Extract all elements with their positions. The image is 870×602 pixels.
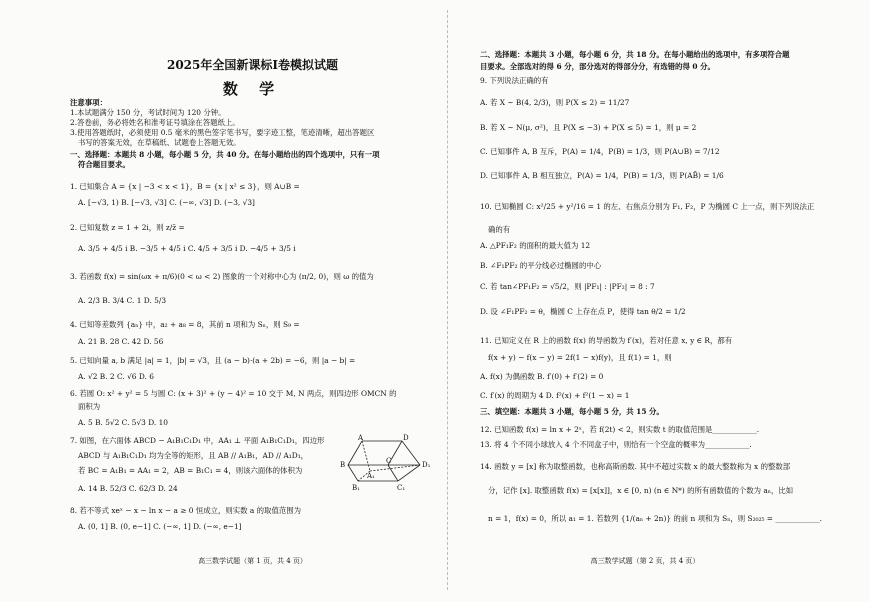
- question-8: 8. 若不等式 xeˣ − x − ln x − a ≥ 0 恒成立，则实数 a 的取值范围为: [70, 506, 302, 515]
- figure-edge: [348, 465, 420, 481]
- question-7-continued: 若 BC = A₁B₁ = AA₁ = 2，AB = B₁C₁ = 4，则该六面体的体积为: [78, 466, 303, 475]
- question-4-options: A. 21 B. 28 C. 42 D. 56: [78, 337, 164, 346]
- question-10-continued: 确的有: [488, 225, 511, 234]
- question-6: 6. 若圆 O: x² + y² = 5 与圆 C: (x + 3)² + (y − 4)² = 10 交于 M, N 两点，则四边形 OMCN 的: [70, 389, 397, 398]
- question-10-option: A. △PF₁F₂ 的面积的最大值为 12: [480, 241, 591, 250]
- question-3-options: A. 2/3 B. 3/4 C. 1 D. 5/3: [78, 296, 167, 305]
- notice-line: 书写的答案无效，在草稿纸、试题卷上答题无效。: [78, 138, 241, 147]
- section-heading: 目要求。全部选对的得 6 分，部分选对的得部分分，有选错的得 0 分。: [480, 62, 715, 71]
- exam-title: 2025年全国新课标Ⅰ卷模拟试题: [166, 58, 338, 72]
- section-heading: 三、填空题：本题共 3 小题，每小题 5 分，共 15 分。: [480, 407, 664, 416]
- notice-line: 1.本试题满分 150 分，考试时间为 120 分钟。: [70, 108, 226, 117]
- section-heading: 一、选择题：本题共 8 小题，每小题 5 分，共 40 分。在每小题给出的四个选项中，只有一项: [70, 150, 380, 159]
- question-1: 1. 已知集合 A = {x | −3 < x < 1}，B = {x | x² ≤ 3}，则 A∪B =: [70, 182, 300, 191]
- question-9-option: B. 若 X ~ N(μ, σ²)，且 P(X ≤ −3) + P(X ≤ 5) = 1，则 μ = 2: [480, 123, 697, 132]
- question-14-continued: n = 1，f(x) = 0，所以 a₁ = 1. 若数列 {1/(aₙ + 2n)} 的前 n 项和为 Sₙ，则 S₂₀₂₅ = ____________.: [488, 514, 823, 523]
- section-heading: 二、选择题：本题共 3 小题，每小题 6 分，共 18 分。在每小题给出的选项中，有多项符合题: [480, 50, 790, 59]
- question-3: 3. 若函数 f(x) = sin(ωx + π/6)(0 < ω < 2) 图象的一个对称中心为 (π/2, 0)，则 ω 的值为: [70, 272, 374, 281]
- question-6-continued: 面积为: [78, 402, 101, 411]
- question-9-option: D. 已知事件 A, B 相互独立，P(A) = 1/4，P(B) = 1/3，则 P(AB̄) = 1/6: [480, 171, 724, 180]
- right-page: [480, 0, 823, 602]
- question-5-options: A. √2 B. 2 C. √6 D. 6: [78, 372, 154, 381]
- hexahedron-figure: [340, 433, 435, 495]
- vertex-label: A: [358, 434, 364, 442]
- question-12: 12. 已知函数 f(x) = ln x + 2ˣ，若 f(2t) < 2，则实数 t 的取值范围是____________.: [480, 425, 760, 434]
- vertex-label: C: [386, 457, 392, 465]
- page-footer: 高三数学试题（第 2 页，共 4 页）: [590, 557, 700, 565]
- section-heading: 符合题目要求。: [78, 160, 130, 169]
- figure-edge: [362, 441, 370, 471]
- vertex-label: B: [340, 461, 346, 469]
- vertex-label: D: [403, 434, 409, 442]
- question-10-option: C. 若 tan∠PF₁F₂ = √5/2，则 |PF₁| : |PF₂| = 8 : 7: [480, 282, 655, 291]
- vertex-label: B₁: [352, 484, 360, 492]
- question-8-options: A. (0, 1] B. (0, e−1] C. (−∞, 1] D. (−∞, e−1]: [78, 522, 242, 531]
- question-11-options: C. f′(x) 的周期为 4 D. f²(x) + f²(1 − x) = 1: [480, 391, 630, 400]
- question-10-option: D. 设 ∠F₁PF₂ = θ，椭圆 C 上存在点 P，使得 tan θ/2 = 1/2: [480, 307, 686, 316]
- question-9-option: C. 已知事件 A, B 互斥，P(A) = 1/4，P(B) = 1/3，则 P(A∪B) = 7/12: [480, 147, 720, 156]
- question-2: 2. 已知复数 z = 1 + 2i，则 z/z̄ =: [70, 223, 185, 232]
- question-13: 13. 将 4 个不同小球放入 4 个不同盒子中，则恰有一个空盒的概率为____________.: [480, 440, 752, 449]
- left-page: [70, 0, 435, 602]
- question-11: 11. 已知定义在 R 上的函数 f(x) 的导函数为 f′(x)，若对任意 x, y ∈ R，都有: [480, 336, 733, 345]
- question-14-continued: 分，记作 [x]. 取整函数 f(x) = [x[x]]，x ∈ [0, n) (n ∈ N*) 的所有函数值的个数为 aₙ，比如: [488, 486, 794, 495]
- notice-heading: 注意事项：: [70, 98, 107, 107]
- question-1-options: A. [−√3, 1) B. [−√3, √3] C. (−∞, √3] D. (−3, √3]: [78, 198, 255, 207]
- question-5: 5. 已知向量 a, b 满足 |a| = 1，|b| = √3，且 (a − b)·(a + 2b) = −6，则 |a − b| =: [70, 356, 356, 365]
- fold-line: [447, 10, 448, 590]
- question-10-option: B. ∠F₁PF₂ 的平分线必过椭圆的中心: [480, 261, 602, 270]
- question-7-continued: ABCD 与 A₁B₁C₁D₁ 均为全等的矩形，且 AB // A₁B₁，AD // A₁D₁，: [78, 451, 309, 460]
- page-footer: 高三数学试题（第 1 页，共 4 页）: [198, 557, 307, 565]
- figure-edge: [348, 441, 420, 465]
- question-7-options: A. 14 B. 52/3 C. 62/3 D. 24: [78, 484, 178, 493]
- question-9: 9. 下列说法正确的有: [480, 76, 549, 85]
- notice-line: 2.答卷前，务必将姓名和准考证号填涂在答题纸上。: [70, 118, 240, 127]
- question-11-options: A. f(x) 为偶函数 B. f′(0) + f′(2) = 0: [480, 372, 604, 381]
- figure-edge: [388, 465, 398, 481]
- question-10: 10. 已知椭圆 C: x²/25 + y²/16 = 1 的左、右焦点分别为 F₁, F₂，P 为椭圆 C 上一点，则下列说法正: [480, 202, 815, 211]
- question-4: 4. 已知等差数列 {aₙ} 中，a₂ + a₈ = 8，其前 n 项和为 Sₙ，则 S₉ =: [70, 320, 300, 329]
- question-11-continued: f(x + y) − f(x − y) = 2f(1 − x)f(y)，且 f(1) = 1，则: [488, 353, 672, 362]
- question-7: 7. 如图，在六面体 ABCD − A₁B₁C₁D₁ 中，AA₁ ⊥ 平面 A₁B₁C₁D₁，四边形: [70, 436, 325, 445]
- vertex-label: A₁: [367, 472, 375, 480]
- question-2-options: A. 3/5 + 4/5 i B. −3/5 + 4/5 i C. 4/5 + 3/5 i D. −4/5 + 3/5 i: [78, 244, 296, 253]
- notice-line: 3.使用答题纸时，必须使用 0.5 毫米的黑色签字笔书写，要字迹工整，笔迹清晰，超出答题区: [70, 128, 375, 137]
- vertex-label: C₁: [397, 484, 406, 492]
- subject-title: 数 学: [222, 80, 283, 98]
- question-9-option: A. 若 X ~ B(4, 2/3)，则 P(X ≤ 2) = 11/27: [480, 98, 630, 107]
- question-14: 14. 函数 y = [x] 称为取整函数，也称高斯函数. 其中不超过实数 x 的最大整数称为 x 的整数部: [480, 462, 791, 471]
- vertex-label: D₁: [422, 461, 431, 469]
- question-6-options: A. 5 B. 5√2 C. 5√3 D. 10: [78, 418, 168, 427]
